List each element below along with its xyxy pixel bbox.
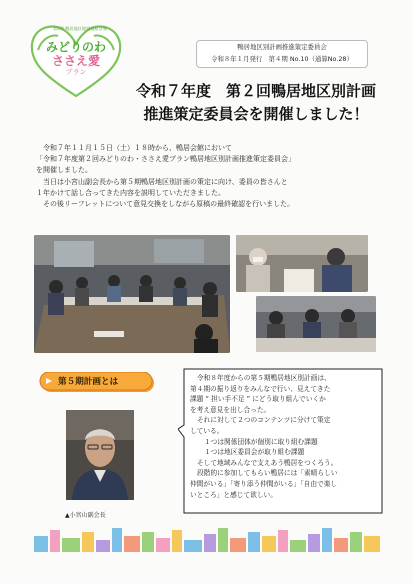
plan-line: いところ」と感じて欲しい。: [190, 490, 277, 499]
intro-line: １年かけて話し合ってきた内容を説明していただきました。: [36, 188, 225, 197]
intro-text: [36, 143, 386, 210]
plan-line: それに対して２つのコンテンツに分けて策定: [197, 416, 331, 425]
meeting-photo-bottom-right: [256, 296, 376, 352]
plan-description: [190, 373, 378, 500]
plan-line: 令和８年度からの第５期鴨居地区別計画は、: [197, 374, 331, 382]
publisher-name: 鴨居地区別計画推進策定委員会: [237, 43, 327, 51]
town-skyline-illustration: [34, 526, 380, 552]
meeting-photo-top-right: [236, 235, 368, 292]
portrait-caption: ▲小宮山副会長: [65, 512, 106, 519]
plan-line: 第４期の振り返りをみんなで行い、見えてきた: [190, 384, 331, 393]
vice-chair-portrait: [66, 410, 134, 500]
intro-line: を開催しました。: [36, 166, 92, 175]
plan-line: している。: [190, 426, 224, 435]
plan-line: １つは関係団体が個別に取り組む課題: [204, 437, 318, 446]
issue-info: 令和８年１月発行 第４期 No.10（通算No.28）: [211, 55, 353, 63]
intro-line: 当日は小宮山副会長から第５期鴨居地区別計画の策定に向け、委員の皆さんと: [43, 177, 288, 186]
logo-line1: みどりのわ: [45, 40, 106, 54]
plan-line: そして地域みんなで支えあう鴨居をつくろう。: [197, 458, 338, 467]
logo-subtitle: 第4期 鴨居地区地域福祉計画: [52, 26, 108, 31]
plan-line: 課題 “ 担い手不足 ” にどう取り組んでいくか: [190, 395, 326, 404]
logo-line3: プラン: [65, 68, 87, 76]
headline-line1: 令和７年度 第２回鴨居地区別計画: [135, 82, 376, 100]
plan-line: 仲間がいる」「寄り添う仲間がいる」「自由で楽し: [190, 479, 338, 488]
intro-line: 「令和７年度第２回みどりのわ・ささえ愛プラン鴨居地区別計画推進策定委員会」: [36, 155, 295, 164]
plan-line: １つは地区委員会が取り組む課題: [204, 448, 305, 457]
plan-line: を考え意見を出し合った。: [190, 405, 271, 414]
meeting-photo-main: [34, 235, 230, 353]
headline-line2: 推進策定委員会を開催しました！: [143, 105, 369, 123]
intro-line: その後リーフレットについて意見交換をしながら原稿の最終確認を行いました。: [43, 200, 295, 209]
intro-line: 令和７年１１月１５日（土）１８時から、鴨居会館において: [43, 144, 232, 152]
section-title: 第５期計画とは: [58, 377, 119, 387]
publisher-box: [196, 40, 368, 68]
headline: [106, 81, 406, 125]
plan-line: 段階的に参加してもらい鴨居には「素晴らしい: [197, 469, 338, 478]
logo-line2: ささえ愛: [51, 54, 100, 68]
